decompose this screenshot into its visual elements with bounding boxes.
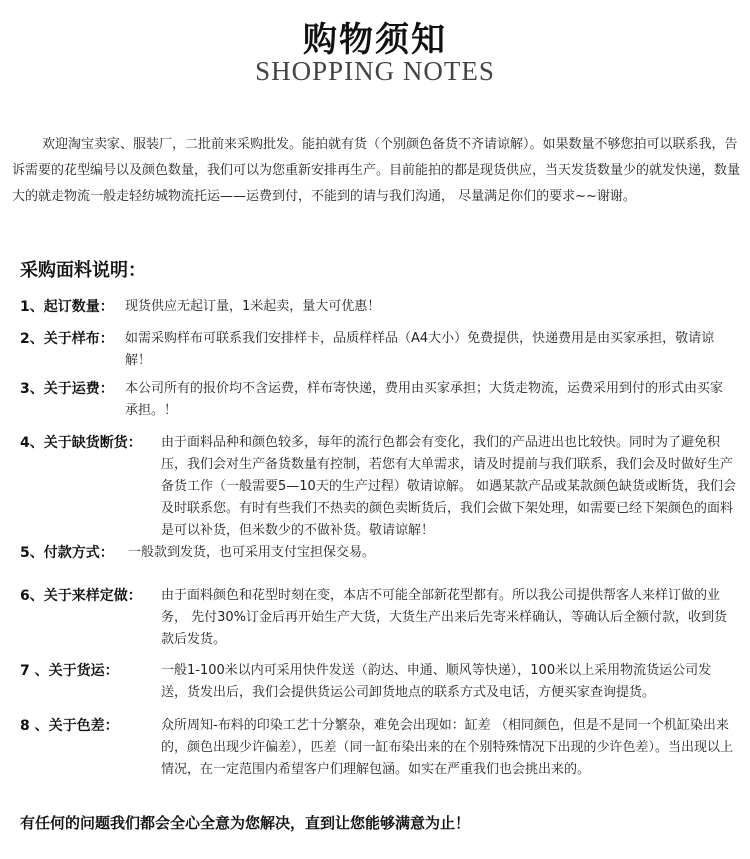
note-text-7: 一般1-100米以内可采用快件发送（韵达、申通、顺风等快递），100米以上采用物流货运公司发送，货发出后，我们会提供货运公司卸货地点的联系方式及电话，方便买家查询提货。 bbox=[161, 663, 712, 700]
page-subtitle: SHOPPING NOTES bbox=[255, 56, 495, 86]
note-heading-1: 1、起订数量： bbox=[20, 299, 114, 315]
note-text-6: 由于面料颜色和花型时刻在变，本店不可能全部新花型都有。所以我公司提供帮客人来样订做的业务， 先付30%订金后再开始生产大货，大货生产出来后先寄米样确认，等确认后全额付款，收到货款后发货。 bbox=[161, 588, 728, 647]
note-text-2: 如需采购样布可联系我们安排样卡，品质样样品（A4大小）免费提供，快递费用是由买家承担，敬请谅解！ bbox=[125, 331, 715, 368]
note-heading-8: 8 、关于色差： bbox=[20, 718, 119, 734]
note-heading-5: 5、付款方式： bbox=[20, 545, 114, 561]
intro-paragraph: 欢迎淘宝卖家、服装厂，二批前来采购批发。能拍就有货（个别颜色备货不齐请谅解）。如果数量不够您拍可以联系我，告诉需要的花型编号以及颜色数量，我们可以为您重新安排再生产。目前能拍的都是现货供应，当天发货数量少的就发快递，数量大的就走物流一般走轻纺城物流托运——运费到付，不能到的请与我们沟通， 尽量满足你们的要求~~谢谢。 bbox=[12, 137, 741, 204]
section-heading: 采购面料说明： bbox=[20, 260, 146, 281]
note-heading-6: 6、关于来样定做： bbox=[20, 588, 142, 604]
note-text-8: 众所周知-布料的印染工艺十分繁杂，难免会出现如：缸差 （相同颜色，但是不是同一个机缸染出来的，颜色出现少许偏差），匹差（同一缸布染出来的在个别特殊情况下出现的少许色差）。当出现以上情况，在一定范围内希望客户们理解包涵。如实在严重我们也会挑出来的。 bbox=[161, 718, 734, 777]
note-text-5: 一般款到发货，也可采用支付宝担保交易。 bbox=[128, 545, 376, 560]
note-text-3: 本公司所有的报价均不含运费，样布寄快递，费用由买家承担；大货走物流，运费采用到付的形式由买家承担。！ bbox=[125, 381, 724, 418]
note-text-1: 现货供应无起订量，1米起卖，量大可优惠！ bbox=[125, 299, 381, 314]
note-heading-3: 3、关于运费： bbox=[20, 381, 114, 397]
note-heading-7: 7 、关于货运： bbox=[20, 663, 119, 679]
footer-note: 有任何的问题我们都会全心全意为您解决，直到让您能够满意为止！ bbox=[20, 814, 471, 832]
note-heading-4: 4、关于缺货断货： bbox=[20, 435, 142, 451]
page-title: 购物须知 bbox=[303, 20, 447, 60]
note-heading-2: 2、关于样布： bbox=[20, 331, 114, 347]
note-text-4: 由于面料品种和颜色较多，每年的流行色都会有变化，我们的产品进出也比较快。同时为了避免积压，我们会对生产备货数量有控制，若您有大单需求，请及时提前与我们联系，我们会及时做好生产备货工作（一般需要5—10天的生产过程）敬请谅解。 如遇某款产品或某款颜色缺货或断货，我们会及时联系您。有时有些我们不热卖的颜色卖断货后，我们会做下架处理，如需要已经下架颜色的面料是可以补货，但米数少的不做补货。敬请谅解！ bbox=[161, 435, 736, 538]
